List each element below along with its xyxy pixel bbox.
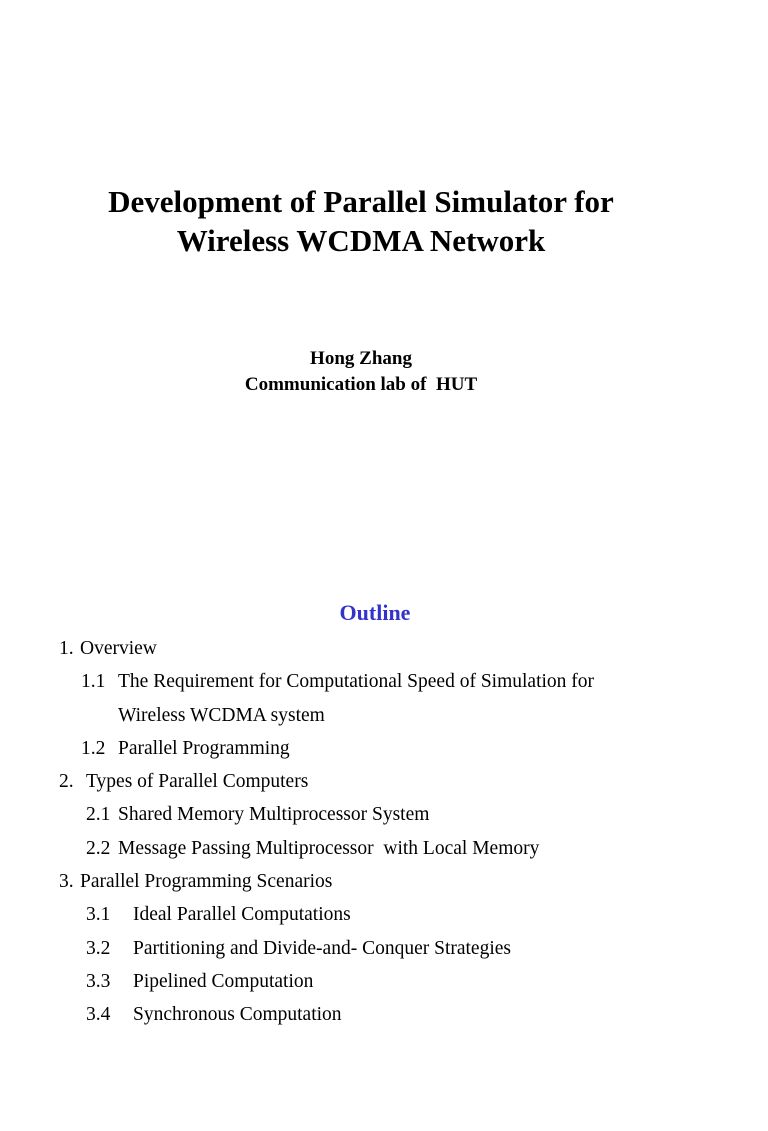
outline-item-text: Shared Memory Multiprocessor System — [118, 804, 430, 826]
outline-item-text: Synchronous Computation — [133, 1004, 342, 1026]
title-line-1: Development of Parallel Simulator for — [108, 184, 614, 219]
outline-item-number: 2.1 — [86, 804, 111, 826]
author-affiliation: Communication lab of HUT — [244, 374, 478, 395]
outline-item-text: Pipelined Computation — [133, 970, 314, 992]
outline-item — [0, 865, 768, 898]
outline-item-text: Ideal Parallel Computations — [133, 904, 351, 926]
outline-item-number: 3.1 — [86, 904, 111, 926]
outline-item-text: Types of Parallel Computers — [86, 771, 309, 793]
outline-item — [0, 765, 768, 798]
outline-item — [0, 798, 768, 831]
outline-list — [0, 632, 768, 1032]
outline-item — [0, 632, 768, 665]
outline-item-text: Wireless WCDMA system — [118, 704, 325, 726]
outline-item-text: Parallel Programming Scenarios — [80, 871, 333, 893]
outline-item-number: 2.2 — [86, 837, 111, 859]
author-name: Hong Zhang — [310, 348, 412, 369]
outline-item-text: Partitioning and Divide-and- Conquer Strategies — [133, 937, 512, 959]
outline-item-number: 3. — [59, 871, 74, 893]
title-line-2: Wireless WCDMA Network — [176, 223, 546, 258]
outline-item-text: Message Passing Multiprocessor with Local Memory — [118, 837, 540, 859]
outline-item — [0, 699, 768, 732]
outline-item-number: 3.4 — [86, 1004, 111, 1026]
outline-item — [0, 965, 768, 998]
outline-item-number: 3.3 — [86, 970, 111, 992]
outline-item — [0, 832, 768, 865]
document-title — [0, 182, 722, 260]
outline-item-text: The Requirement for Computational Speed of Simulation for — [118, 671, 595, 693]
outline-item-number: 1.2 — [81, 737, 106, 759]
outline-item-number: 1. — [59, 638, 74, 659]
outline-item-number: 3.2 — [86, 937, 111, 959]
outline-item — [0, 998, 768, 1031]
outline-item — [0, 665, 768, 698]
outline-item — [0, 732, 768, 765]
author-block — [0, 346, 722, 398]
outline-item-text: Overview — [80, 638, 157, 659]
outline-item-text: Parallel Programming — [118, 737, 290, 759]
outline-heading: Outline — [339, 600, 411, 625]
outline-item — [0, 932, 768, 965]
outline-item-number: 2. — [59, 771, 74, 793]
outline-item-number: 1.1 — [81, 671, 106, 693]
outline-item — [0, 898, 768, 931]
